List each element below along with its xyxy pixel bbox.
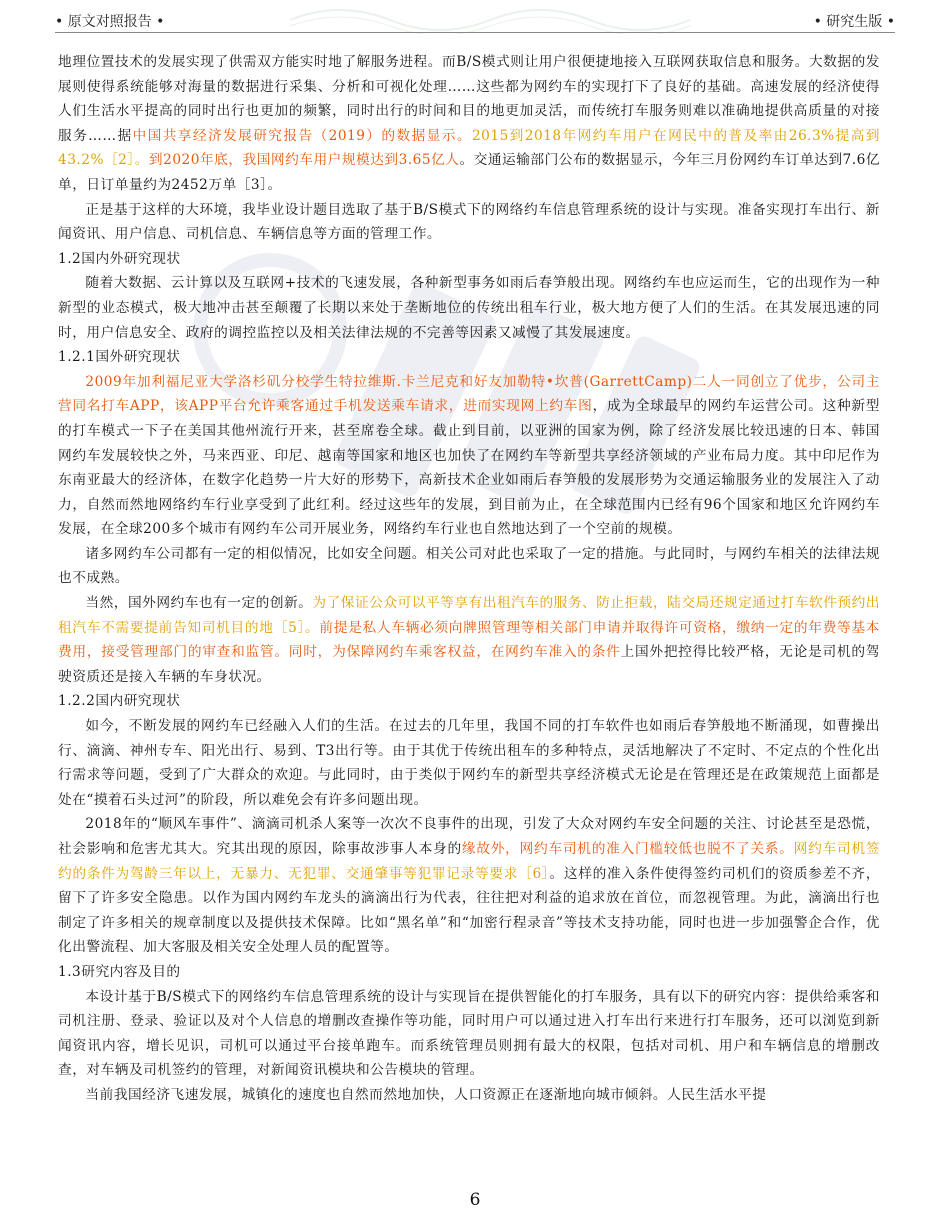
edition-label: • 研究生版 • [813,14,895,30]
text-segment-highlighted-yellow: 为了保证公众可以平等享有出租汽车的服务、防止拒载，陆交局还规定通过打车软件预约出租汽车不需要提前告知司机目的地［5］。 [58,595,880,636]
paragraph-safety-incidents [58,812,880,960]
paragraph-topic-selection: 正是基于这样的大环境，我毕业设计题目选取了基于B/S模式下的网络约车信息管理系统的设计与实现。准备实现打车出行、新闻资讯、用户信息、司机信息、车辆信息等方面的管理工作。 [58,201,880,243]
section-heading-1-2-2: 1.2.2国内研究现状 [58,693,181,710]
text-segment-highlighted-orange: 2009年加利福尼亚大学洛杉矶分校学生特拉维斯.卡兰尼克和好友加勒特•坎普(GarrettCamp)二人一同创立了优步，公司主营同名打车APP，该APP平台允许乘客通过手机发送乘车请求，进而实现网上约车图 [58,373,880,415]
text-segment-plain: 。交通运输部门公布的数据显示，今年三月份网约车订单达到7.6亿单，日订单量约为2452万单［3］。 [58,152,881,193]
text-segment-highlighted-orange: 到2020年底，我国网约车用户规模达到3.65亿人 [148,152,460,169]
paragraph-research-content: 本设计基于B/S模式下的网络约车信息管理系统的设计与实现旨在提供智能化的打车服务，具有以下的研究内容：提供给乘客和司机注册、登录、验证以及对个人信息的增删改查操作等功能，同时用户可以通过进入打车出行来进行打车服务，还可以浏览到新闻资讯内容，增长见识，司机可以通过平台接单跑车。而系统管理员则拥有最大的权限，包括对司机、用户和车辆信息的增删改查，对车辆及司机签约的管理，对新闻资讯模块和公告模块的管理。 [58,988,880,1079]
text-segment-plain: 2018年的“顺风车事件”、滴滴司机杀人案等一次次不良事件的出现，引发了大众对网约车安全问题的关注、讨论甚至是恐慌，社会影响和危害尤其大。究其出现的原因，除事故涉事人本身的 [58,816,880,857]
paragraph-intro-continued [58,50,880,198]
section-heading-1-2-1: 1.2.1国外研究现状 [58,349,181,366]
text-segment-highlighted-orange: 中国共享经济发展研究报告（2019）的数据显示。 [132,127,472,144]
text-segment-highlighted-orange: 缘故外，网约车司机的准入门槛较低也脱不了关系。 [461,841,794,857]
text-segment-highlighted-yellow: 2015到2018年网约车用户在网民中的普及率由26.3%提高到43.2%［2］。 [58,127,880,169]
text-segment-plain: 当然，国外网约车也有一定的创新。 [85,595,313,612]
page-header [55,8,895,32]
text-segment-highlighted-orange: 前提是私人车辆必须向牌照管理等相关部门申请并取得许可资格，缴纳一定的年费等基本费用，接受管理部门的审查和监管。同时，为保障网约车乘客权益，在网约车准入的条件 [58,619,880,661]
paragraph-urbanization: 当前我国经济飞速发展，城镇化的速度也自然而然地加快，人口资源正在逐渐地向城市倾斜。人民生活水平提 [85,1086,767,1103]
section-heading-1-2: 1.2国内外研究现状 [58,250,181,267]
text-segment-plain: 。这样的准入条件使得签约司机们的资质参差不齐，留下了许多安全隐患。以作为国内网约车龙头的滴滴出行为代表，往往把对利益的追求放在首位，而忽视管理。为此，滴滴出行也制定了许多相关的规章制度以及提供技术保障。比如“黑名单”和“加密行程录音”等技术支持功能，同时也进一步加强警企合作，优化出警流程、加大客服及相关安全处理人员的配置等。 [58,865,880,956]
report-label: • 原文对照报告 • [55,14,165,30]
text-segment-plain: ，成为全球最早的网约车运营公司。这种新型的打车模式一下子在美国其他州流行开来，甚至席卷全球。截止到目前，以亚洲的国家为例，除了经济发展比较迅速的日本、韩国网约车发展较快之外，马来西亚、印尼、越南等国家和地区也加快了在网约车等新型共享经济领域的产业布局力度。其中印尼作为东南亚最大的经济体，在数字化趋势一片大好的形势下，高新技术企业如雨后春笋般的发展形势为交通运输服务业的发展注入了动力，自然而然地网络约车行业享受到了此红利。经过这些年的发展，到目前为止，在全球范围内已经有96个国家和地区允许网约车发展，在全球200多个城市有网约车公司开展业务，网络约车行业也自然地达到了一个空前的规模。 [58,398,880,538]
text-segment-highlighted-yellow: 网约车司机签约的条件为驾龄三年以上，无暴力、无犯罪、交通肇事等犯罪记录等要求［6］ [58,841,880,882]
paragraph-foreign-innovation [58,591,880,689]
page-number: 6 [469,1190,481,1210]
section-heading-1-3: 1.3研究内容及目的 [58,963,181,980]
text-segment-plain: 上国外把控得比较严格，无论是司机的驾驶资质还是接入车辆的车身状况。 [58,644,880,685]
header-divider [55,32,895,33]
paragraph-foreign-research [58,370,880,542]
paragraph-safety-issues: 诸多网约车公司都有一定的相似情况，比如安全问题。相关公司对此也采取了一定的措施。与此同时，与网约车相关的法律法规也不成熟。 [58,545,880,587]
text-segment-plain: 地理位置技术的发展实现了供需双方能实时地了解服务进程。而B/S模式则让用户很便捷地接入互联网获取信息和服务。大数据的发展则使得系统能够对海量的数据进行采集、分析和可视化处理……这些都为网约车的实现打下了良好的基础。高速发展的经济使得人们生活水平提高的同时出行也更加的频繁，同时出行的时间和目的地更加灵活，而传统打车服务则难以准确地提供高质量的对接服务……据 [58,54,880,144]
document-body [58,50,880,1108]
paragraph-domestic-research: 如今，不断发展的网约车已经融入人们的生活。在过去的几年里，我国不同的打车软件也如雨后春笋般地不断涌现，如曹操出行、滴滴、神州专车、阳光出行、易到、T3出行等。由于其优于传统出租车的多种特点，灵活地解决了不定时、不定点的个性化出行需求等问题，受到了广大群众的欢迎。与此同时，由于类似于网约车的新型共享经济模式无论是在管理还是在政策规范上面都是处在“摸着石头过河”的阶段，所以难免会有许多问题出现。 [58,718,880,808]
paragraph-research-status: 随着大数据、云计算以及互联网+技术的飞速发展，各种新型事务如雨后春笋般出现。网络约车也应运而生，它的出现作为一种新型的业态模式，极大地冲击甚至颠覆了长期以来处于垄断地位的传统出租车行业，极大地方便了人们的生活。在其发展迅速的同时，用户信息安全、政府的调控监控以及相关法律法规的不完善等因素又减慢了其发展速度。 [58,275,880,341]
